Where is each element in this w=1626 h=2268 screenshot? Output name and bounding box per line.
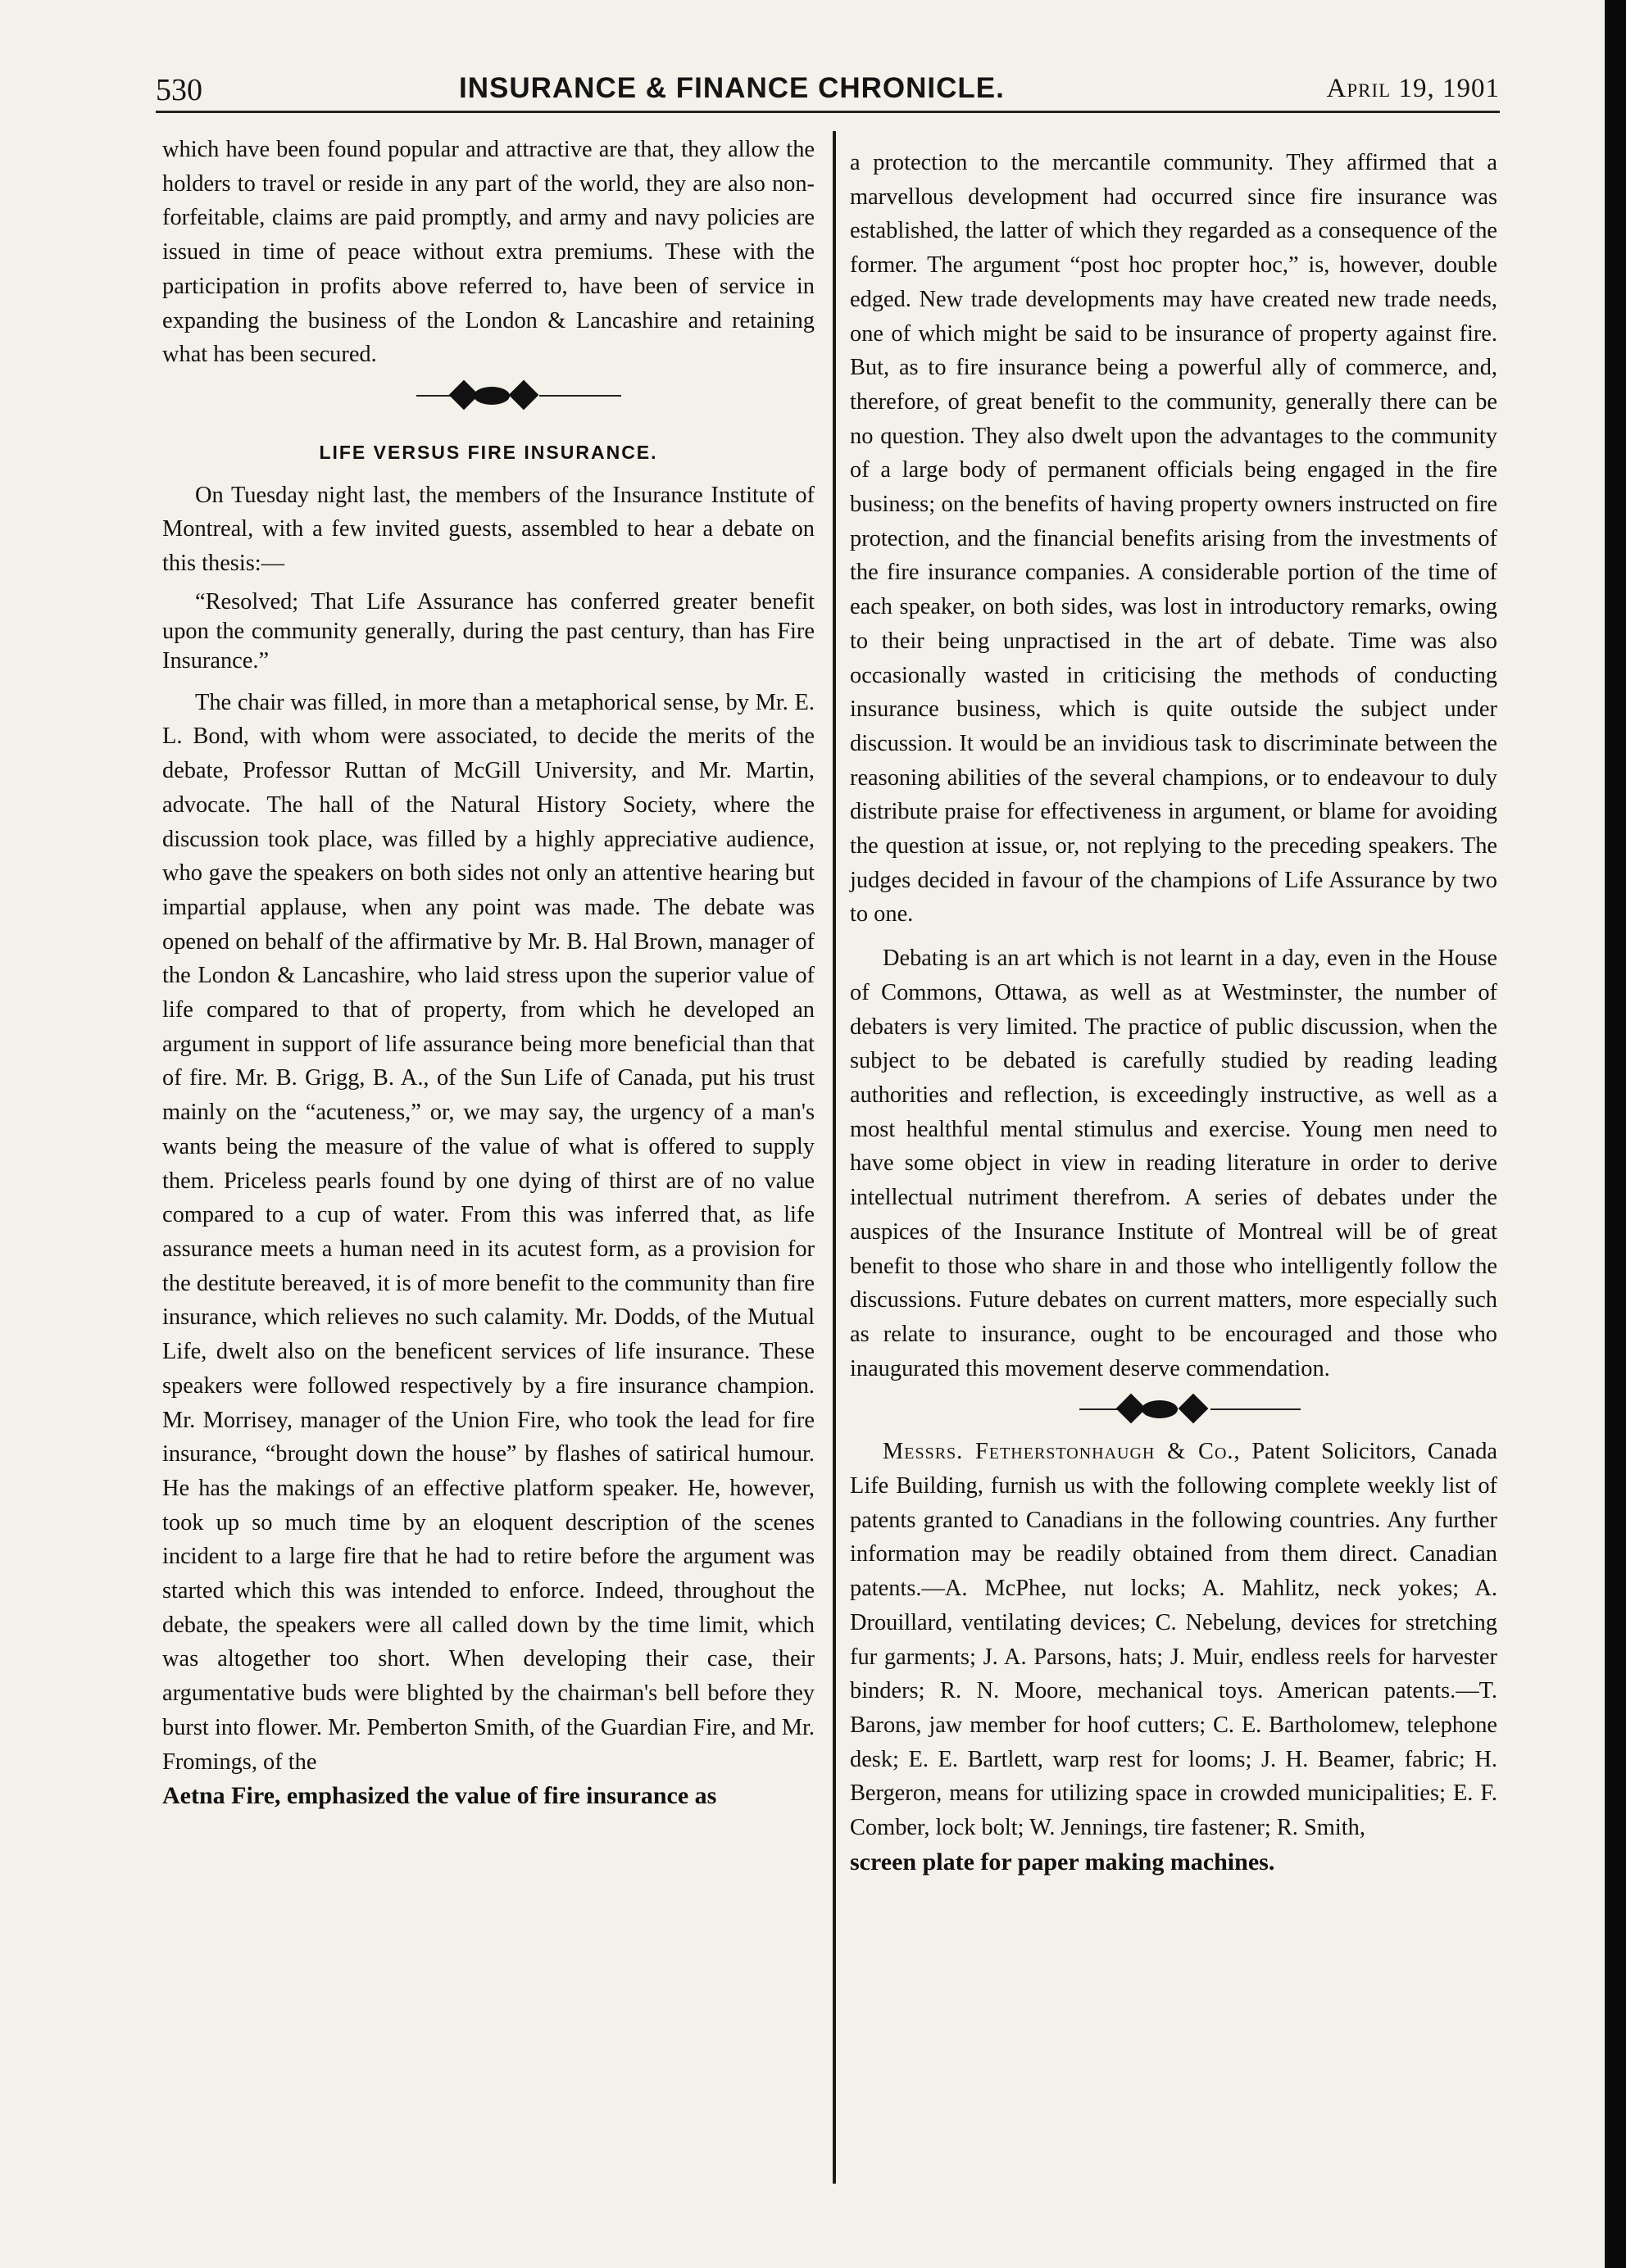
page-number: 530 — [156, 73, 202, 107]
section-ornament — [850, 1386, 1497, 1435]
issue-date: April 19, 1901 — [1326, 74, 1500, 103]
resolution-quote: “Resolved; That Life Assurance has conferred greater benefit upon the community generally, during the past century, than has Fire Insurance.” — [162, 588, 815, 674]
article-paragraph: The chair was filled, in more than a metaphorical sense, by Mr. E. L. Bond, with whom were associated, to decide the merits of the debate, Professor Ruttan of McGill University, and Mr. Martin, advocate. The hall of the Natural History Society, where the discussion took place, was filled by a highly appreciative audience, who gave the speakers on both sides not only an attentive hearing but impartial applause, when any point was made. The debate was opened on behalf of the affirmative by Mr. B. Hal Brown, manager of the London & Lancashire, who laid stress upon the superior value of life compared to that of property, from which he developed an argument in support of life assurance being more beneficial than that of fire. Mr. B. Grigg, B. A., of the Sun Life of Canada, put his trust mainly on the “acuteness,” or, we may say, the urgency of a man's wants being the measure of the value of what is offered to supply them. Priceless pearls found by one dying of thirst are of no value compared to a cup of water. From this was inferred that, as life assurance meets a human need in its acutest form, as a provision for the destitute bereaved, it is of more benefit to the community than fire insurance, which relieves no such calamity. Mr. Dodds, of the Mutual Life, dwelt also on the beneficent services of life insurance. These speakers were followed respectively by a fire insurance champion. Mr. Morrisey, manager of the Union Fire, who took the lead for fire insurance, “brought down the house” by flashes of satirical humour. He has the makings of an effective platform speaker. He, however, took up so much time by an eloquent description of the scenes incident to a large fire that he had to retire before the argument was started which this was intended to enforce. Indeed, throughout the debate, the speakers were all called down by the time limit, which was altogether too short. When developing their case, their argumentative buds were blighted by the chairman's bell before they burst into flower. Mr. Pemberton Smith, of the Guardian Fire, and Mr. Fromings, of the — [162, 689, 815, 1775]
section-ornament — [162, 372, 815, 421]
running-header — [156, 64, 1500, 113]
column-divider — [833, 131, 836, 2184]
patents-text: Patent Solicitors, Canada Life Building, furnish us with the following complete weekly list of patents granted to Canadians in the following countries. Any further information may be readily obtained from them direct. Canadian patents.—A. McPhee, nut locks; A. Mahlitz, neck yokes; A. Drouillard, ventilating devices; C. Nebelung, devices for stretching fur garments; J. A. Parsons, hats; J. Muir, endless reels for harvester binders; R. N. Moore, mechanical toys. American patents.—T. Barons, jaw member for hoof cutters; C. E. Bartholomew, telephone desk; E. E. Bartlett, warp rest for looms; J. H. Beamer, fabric; H. Bergeron, means for utilizing space in crowded municipalities; E. F. Comber, lock bolt; W. Jennings, tire fastener; R. Smith, — [850, 1439, 1497, 1841]
header-rule — [156, 111, 1500, 113]
publication-title: INSURANCE & FINANCE CHRONICLE. — [459, 72, 1005, 104]
article-paragraph: On Tuesday night last, the members of the Insurance Institute of Montreal, with a few invited guests, assembled to hear a debate on this thesis:— — [162, 482, 815, 577]
firm-name: Messrs. Fetherstonhaugh & Co., — [883, 1439, 1241, 1465]
article-paragraph: a protection to the mercantile community. They affirmed that a marvellous development had occurred since fire insurance was established, the latter of which they regarded as a consequence of the former. The argument “post hoc propter hoc,” is, however, double edged. New trade developments may have created new trade needs, one of which might be said to be insurance of property against fire. But, as to fire insurance being a powerful ally of commerce, and, therefore, of great benefit to the community, generally there can be no question. They also dwelt upon the advantages to the community of a large body of permanent officials being engaged in the fire business; on the benefits of having property owners instructed on fire protection, and the financial benefits arising from the investments of the fire insurance companies. A considerable portion of the time of each speaker, on both sides, was lost in introductory remarks, owing to their being unpractised in the art of debate. Time was also occasionally wasted in criticising the methods of conducting insurance business, which is quite outside the subject under discussion. It would be an invidious task to discriminate between the reasoning abilities of the several champions, or to endeavour to duly distribute praise for effectiveness in argument, or blame for avoiding the question at issue, or, not replying to the preceding speakers. The judges decided in favour of the champions of Life Assurance by two to one. — [850, 150, 1497, 928]
article-paragraph-end: Aetna Fire, emphasized the value of fire insurance as — [162, 1782, 717, 1810]
right-column — [850, 146, 1497, 1879]
scan-border — [1605, 0, 1626, 2268]
intro-paragraph: which have been found popular and attractive are that, they allow the holders to travel or reside in any part of the world, they are also non-forfeitable, claims are paid promptly, and army and navy policies are issued in time of peace without extra premiums. These with the participation in profits above referred to, have been of service in expanding the business of the London & Lancashire and retaining what has been secured. — [162, 137, 815, 368]
left-column — [162, 133, 815, 1813]
patents-paragraph — [850, 1435, 1497, 1844]
patents-paragraph-end: screen plate for paper making machines. — [850, 1848, 1275, 1876]
article-paragraph: Debating is an art which is not learnt in a day, even in the House of Commons, Ottawa, as well as at Westminster, the number of debaters is very limited. The practice of public discussion, when the subject to be debated is carefully studied by reading leading authorities and reflection, is exceedingly instructive, as well as a most healthful mental stimulus and exercise. Young men need to have some object in view in reading literature in order to derive intellectual nutriment therefrom. A series of debates under the auspices of the Insurance Institute of Montreal will be of great benefit to those who share in and those who intelligently follow the discussions. Future debates on current matters, more especially such as relate to insurance, ought to be encouraged and those who inaugurated this movement deserve commendation. — [850, 946, 1497, 1381]
article-heading: LIFE VERSUS FIRE INSURANCE. — [319, 441, 658, 463]
